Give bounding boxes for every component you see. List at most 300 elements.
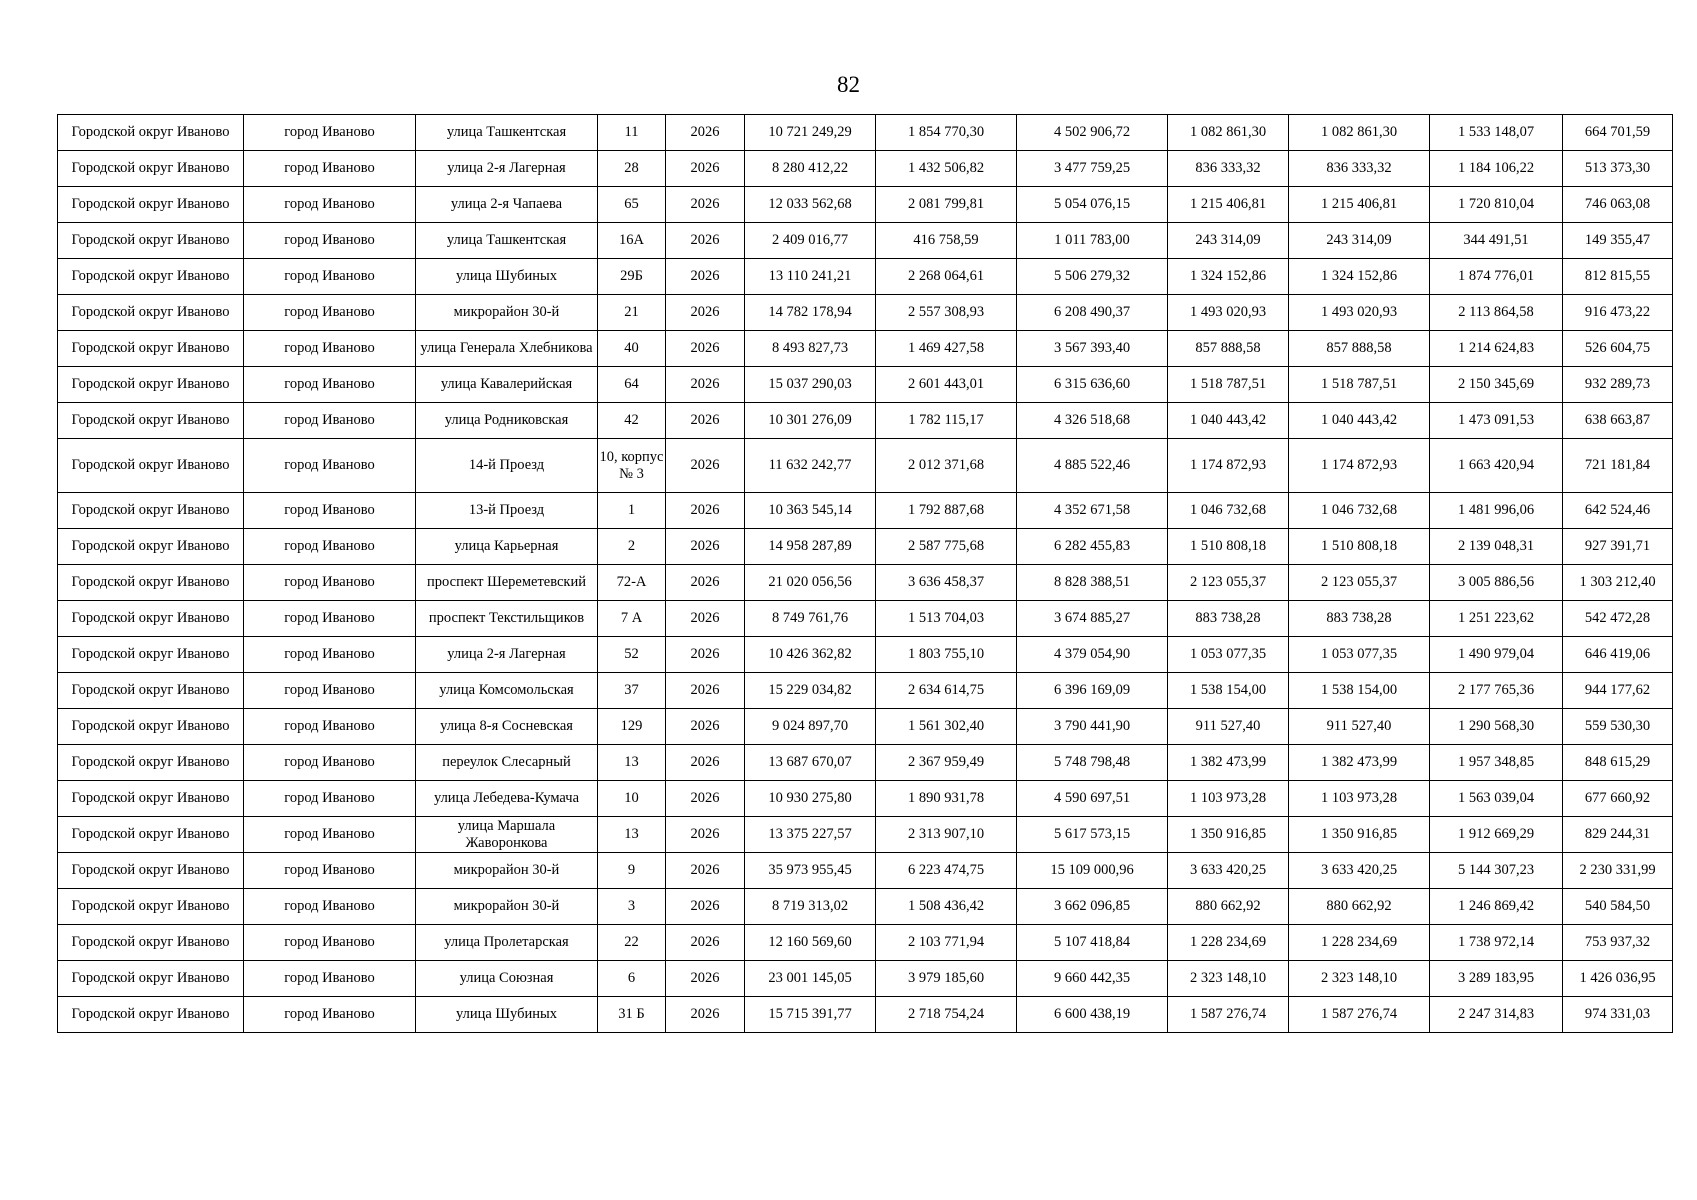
amount-cell-5: 1 490 979,04 bbox=[1430, 637, 1563, 673]
year-cell: 2026 bbox=[666, 259, 745, 295]
amount-cell-2: 6 208 490,37 bbox=[1017, 295, 1168, 331]
total-cost-cell: 8 719 313,02 bbox=[745, 889, 876, 925]
year-cell: 2026 bbox=[666, 817, 745, 853]
municipality-cell: Городской округ Иваново bbox=[58, 565, 244, 601]
amount-cell-3: 1 493 020,93 bbox=[1168, 295, 1289, 331]
amount-cell-2: 3 567 393,40 bbox=[1017, 331, 1168, 367]
municipality-cell: Городской округ Иваново bbox=[58, 403, 244, 439]
street-cell: проспект Текстильщиков bbox=[416, 601, 598, 637]
total-cost-cell: 23 001 145,05 bbox=[745, 961, 876, 997]
amount-cell-6: 2 230 331,99 bbox=[1563, 853, 1673, 889]
year-cell: 2026 bbox=[666, 601, 745, 637]
amount-cell-4: 911 527,40 bbox=[1289, 709, 1430, 745]
table-row bbox=[58, 493, 1673, 529]
amount-cell-5: 2 177 765,36 bbox=[1430, 673, 1563, 709]
amount-cell-3: 1 046 732,68 bbox=[1168, 493, 1289, 529]
amount-cell-5: 1 663 420,94 bbox=[1430, 439, 1563, 493]
table-row bbox=[58, 709, 1673, 745]
amount-cell-4: 1 538 154,00 bbox=[1289, 673, 1430, 709]
amount-cell-3: 243 314,09 bbox=[1168, 223, 1289, 259]
street-cell: микрорайон 30-й bbox=[416, 295, 598, 331]
municipality-cell: Городской округ Иваново bbox=[58, 151, 244, 187]
amount-cell-3: 1 228 234,69 bbox=[1168, 925, 1289, 961]
house-number-cell: 7 А bbox=[598, 601, 666, 637]
amount-cell-3: 1 053 077,35 bbox=[1168, 637, 1289, 673]
amount-cell-6: 829 244,31 bbox=[1563, 817, 1673, 853]
amount-cell-2: 4 885 522,46 bbox=[1017, 439, 1168, 493]
amount-cell-2: 3 674 885,27 bbox=[1017, 601, 1168, 637]
amount-cell-2: 3 662 096,85 bbox=[1017, 889, 1168, 925]
amount-cell-2: 4 379 054,90 bbox=[1017, 637, 1168, 673]
amount-cell-1: 1 782 115,17 bbox=[876, 403, 1017, 439]
total-cost-cell: 13 110 241,21 bbox=[745, 259, 876, 295]
total-cost-cell: 10 930 275,80 bbox=[745, 781, 876, 817]
house-number-cell: 11 bbox=[598, 115, 666, 151]
total-cost-cell: 8 493 827,73 bbox=[745, 331, 876, 367]
amount-cell-4: 243 314,09 bbox=[1289, 223, 1430, 259]
amount-cell-6: 149 355,47 bbox=[1563, 223, 1673, 259]
amount-cell-4: 1 350 916,85 bbox=[1289, 817, 1430, 853]
table-row bbox=[58, 259, 1673, 295]
table-row bbox=[58, 997, 1673, 1033]
house-number-cell: 1 bbox=[598, 493, 666, 529]
amount-cell-4: 1 082 861,30 bbox=[1289, 115, 1430, 151]
total-cost-cell: 14 958 287,89 bbox=[745, 529, 876, 565]
table-row bbox=[58, 151, 1673, 187]
amount-cell-2: 9 660 442,35 bbox=[1017, 961, 1168, 997]
amount-cell-1: 2 718 754,24 bbox=[876, 997, 1017, 1033]
amount-cell-1: 1 561 302,40 bbox=[876, 709, 1017, 745]
amount-cell-5: 2 150 345,69 bbox=[1430, 367, 1563, 403]
amount-cell-6: 974 331,03 bbox=[1563, 997, 1673, 1033]
total-cost-cell: 13 687 670,07 bbox=[745, 745, 876, 781]
amount-cell-1: 2 012 371,68 bbox=[876, 439, 1017, 493]
amount-cell-2: 4 502 906,72 bbox=[1017, 115, 1168, 151]
total-cost-cell: 12 160 569,60 bbox=[745, 925, 876, 961]
amount-cell-1: 416 758,59 bbox=[876, 223, 1017, 259]
year-cell: 2026 bbox=[666, 997, 745, 1033]
amount-cell-4: 1 103 973,28 bbox=[1289, 781, 1430, 817]
amount-cell-3: 880 662,92 bbox=[1168, 889, 1289, 925]
table-row bbox=[58, 331, 1673, 367]
street-cell: улица Союзная bbox=[416, 961, 598, 997]
house-number-cell: 37 bbox=[598, 673, 666, 709]
year-cell: 2026 bbox=[666, 781, 745, 817]
amount-cell-3: 2 323 148,10 bbox=[1168, 961, 1289, 997]
amount-cell-4: 1 215 406,81 bbox=[1289, 187, 1430, 223]
amount-cell-2: 5 506 279,32 bbox=[1017, 259, 1168, 295]
amount-cell-5: 1 563 039,04 bbox=[1430, 781, 1563, 817]
house-number-cell: 6 bbox=[598, 961, 666, 997]
amount-cell-2: 6 600 438,19 bbox=[1017, 997, 1168, 1033]
amount-cell-3: 857 888,58 bbox=[1168, 331, 1289, 367]
municipality-cell: Городской округ Иваново bbox=[58, 601, 244, 637]
amount-cell-6: 646 419,06 bbox=[1563, 637, 1673, 673]
settlement-cell: город Иваново bbox=[244, 709, 416, 745]
settlement-cell: город Иваново bbox=[244, 367, 416, 403]
amount-cell-6: 642 524,46 bbox=[1563, 493, 1673, 529]
amount-cell-2: 4 590 697,51 bbox=[1017, 781, 1168, 817]
house-number-cell: 3 bbox=[598, 889, 666, 925]
settlement-cell: город Иваново bbox=[244, 637, 416, 673]
street-cell: улица Генерала Хлебникова bbox=[416, 331, 598, 367]
amount-cell-5: 1 533 148,07 bbox=[1430, 115, 1563, 151]
year-cell: 2026 bbox=[666, 295, 745, 331]
amount-cell-3: 883 738,28 bbox=[1168, 601, 1289, 637]
amount-cell-6: 677 660,92 bbox=[1563, 781, 1673, 817]
year-cell: 2026 bbox=[666, 115, 745, 151]
amount-cell-5: 1 473 091,53 bbox=[1430, 403, 1563, 439]
amount-cell-1: 2 313 907,10 bbox=[876, 817, 1017, 853]
total-cost-cell: 21 020 056,56 bbox=[745, 565, 876, 601]
year-cell: 2026 bbox=[666, 403, 745, 439]
amount-cell-6: 664 701,59 bbox=[1563, 115, 1673, 151]
amount-cell-2: 4 352 671,58 bbox=[1017, 493, 1168, 529]
amount-cell-3: 836 333,32 bbox=[1168, 151, 1289, 187]
municipality-cell: Городской округ Иваново bbox=[58, 997, 244, 1033]
amount-cell-2: 8 828 388,51 bbox=[1017, 565, 1168, 601]
table-row bbox=[58, 529, 1673, 565]
amount-cell-1: 2 557 308,93 bbox=[876, 295, 1017, 331]
amount-cell-6: 753 937,32 bbox=[1563, 925, 1673, 961]
settlement-cell: город Иваново bbox=[244, 259, 416, 295]
total-cost-cell: 13 375 227,57 bbox=[745, 817, 876, 853]
settlement-cell: город Иваново bbox=[244, 295, 416, 331]
amount-cell-5: 3 289 183,95 bbox=[1430, 961, 1563, 997]
year-cell: 2026 bbox=[666, 151, 745, 187]
house-number-cell: 10, корпус № 3 bbox=[598, 439, 666, 493]
house-number-cell: 42 bbox=[598, 403, 666, 439]
table-row bbox=[58, 367, 1673, 403]
amount-cell-6: 848 615,29 bbox=[1563, 745, 1673, 781]
settlement-cell: город Иваново bbox=[244, 565, 416, 601]
municipality-cell: Городской округ Иваново bbox=[58, 853, 244, 889]
street-cell: улица Ташкентская bbox=[416, 223, 598, 259]
year-cell: 2026 bbox=[666, 853, 745, 889]
table-row bbox=[58, 817, 1673, 853]
street-cell: улица 8-я Сосневская bbox=[416, 709, 598, 745]
street-cell: улица Карьерная bbox=[416, 529, 598, 565]
table-row bbox=[58, 565, 1673, 601]
municipality-cell: Городской округ Иваново bbox=[58, 115, 244, 151]
amount-cell-6: 944 177,62 bbox=[1563, 673, 1673, 709]
settlement-cell: город Иваново bbox=[244, 115, 416, 151]
municipality-cell: Городской округ Иваново bbox=[58, 889, 244, 925]
street-cell: улица Лебедева-Кумача bbox=[416, 781, 598, 817]
amount-cell-1: 1 803 755,10 bbox=[876, 637, 1017, 673]
street-cell: улица Комсомольская bbox=[416, 673, 598, 709]
amount-cell-2: 5 107 418,84 bbox=[1017, 925, 1168, 961]
amount-cell-1: 6 223 474,75 bbox=[876, 853, 1017, 889]
house-number-cell: 9 bbox=[598, 853, 666, 889]
total-cost-cell: 15 715 391,77 bbox=[745, 997, 876, 1033]
amount-cell-6: 526 604,75 bbox=[1563, 331, 1673, 367]
amount-cell-2: 15 109 000,96 bbox=[1017, 853, 1168, 889]
year-cell: 2026 bbox=[666, 925, 745, 961]
amount-cell-4: 1 324 152,86 bbox=[1289, 259, 1430, 295]
amount-cell-5: 2 139 048,31 bbox=[1430, 529, 1563, 565]
municipality-cell: Городской округ Иваново bbox=[58, 187, 244, 223]
amount-cell-2: 1 011 783,00 bbox=[1017, 223, 1168, 259]
total-cost-cell: 9 024 897,70 bbox=[745, 709, 876, 745]
settlement-cell: город Иваново bbox=[244, 223, 416, 259]
amount-cell-2: 6 396 169,09 bbox=[1017, 673, 1168, 709]
amount-cell-1: 1 890 931,78 bbox=[876, 781, 1017, 817]
amount-cell-3: 3 633 420,25 bbox=[1168, 853, 1289, 889]
house-number-cell: 28 bbox=[598, 151, 666, 187]
settlement-cell: город Иваново bbox=[244, 961, 416, 997]
municipality-cell: Городской округ Иваново bbox=[58, 817, 244, 853]
year-cell: 2026 bbox=[666, 529, 745, 565]
municipality-cell: Городской округ Иваново bbox=[58, 367, 244, 403]
settlement-cell: город Иваново bbox=[244, 331, 416, 367]
amount-cell-2: 5 054 076,15 bbox=[1017, 187, 1168, 223]
table-body bbox=[58, 115, 1673, 1033]
amount-cell-1: 2 268 064,61 bbox=[876, 259, 1017, 295]
amount-cell-6: 559 530,30 bbox=[1563, 709, 1673, 745]
house-number-cell: 129 bbox=[598, 709, 666, 745]
street-cell: проспект Шереметевский bbox=[416, 565, 598, 601]
amount-cell-3: 2 123 055,37 bbox=[1168, 565, 1289, 601]
table-row bbox=[58, 295, 1673, 331]
amount-cell-3: 1 324 152,86 bbox=[1168, 259, 1289, 295]
amount-cell-4: 3 633 420,25 bbox=[1289, 853, 1430, 889]
table-row bbox=[58, 637, 1673, 673]
total-cost-cell: 10 426 362,82 bbox=[745, 637, 876, 673]
amount-cell-3: 1 040 443,42 bbox=[1168, 403, 1289, 439]
amount-cell-4: 857 888,58 bbox=[1289, 331, 1430, 367]
table-row bbox=[58, 853, 1673, 889]
amount-cell-2: 6 282 455,83 bbox=[1017, 529, 1168, 565]
settlement-cell: город Иваново bbox=[244, 403, 416, 439]
amount-cell-5: 344 491,51 bbox=[1430, 223, 1563, 259]
amount-cell-3: 1 350 916,85 bbox=[1168, 817, 1289, 853]
amount-cell-6: 916 473,22 bbox=[1563, 295, 1673, 331]
amount-cell-4: 1 046 732,68 bbox=[1289, 493, 1430, 529]
amount-cell-4: 1 518 787,51 bbox=[1289, 367, 1430, 403]
amount-cell-5: 1 214 624,83 bbox=[1430, 331, 1563, 367]
street-cell: 13-й Проезд bbox=[416, 493, 598, 529]
table-row bbox=[58, 673, 1673, 709]
amount-cell-1: 2 601 443,01 bbox=[876, 367, 1017, 403]
amount-cell-4: 1 053 077,35 bbox=[1289, 637, 1430, 673]
street-cell: улица Пролетарская bbox=[416, 925, 598, 961]
amount-cell-3: 1 174 872,93 bbox=[1168, 439, 1289, 493]
total-cost-cell: 8 280 412,22 bbox=[745, 151, 876, 187]
municipality-cell: Городской округ Иваново bbox=[58, 331, 244, 367]
amount-cell-2: 3 790 441,90 bbox=[1017, 709, 1168, 745]
amount-cell-4: 1 174 872,93 bbox=[1289, 439, 1430, 493]
amount-cell-1: 3 979 185,60 bbox=[876, 961, 1017, 997]
settlement-cell: город Иваново bbox=[244, 187, 416, 223]
municipality-cell: Городской округ Иваново bbox=[58, 529, 244, 565]
year-cell: 2026 bbox=[666, 745, 745, 781]
amount-cell-1: 2 081 799,81 bbox=[876, 187, 1017, 223]
amount-cell-1: 2 634 614,75 bbox=[876, 673, 1017, 709]
house-number-cell: 13 bbox=[598, 745, 666, 781]
street-cell: улица 2-я Лагерная bbox=[416, 637, 598, 673]
table-row bbox=[58, 745, 1673, 781]
amount-cell-1: 3 636 458,37 bbox=[876, 565, 1017, 601]
table-row bbox=[58, 403, 1673, 439]
amount-cell-1: 2 367 959,49 bbox=[876, 745, 1017, 781]
amount-cell-1: 1 854 770,30 bbox=[876, 115, 1017, 151]
house-number-cell: 64 bbox=[598, 367, 666, 403]
amount-cell-5: 1 246 869,42 bbox=[1430, 889, 1563, 925]
page-number: 82 bbox=[837, 72, 860, 97]
amount-cell-3: 1 538 154,00 bbox=[1168, 673, 1289, 709]
house-number-cell: 2 bbox=[598, 529, 666, 565]
amount-cell-4: 880 662,92 bbox=[1289, 889, 1430, 925]
street-cell: улица 2-я Чапаева bbox=[416, 187, 598, 223]
amount-cell-5: 1 251 223,62 bbox=[1430, 601, 1563, 637]
year-cell: 2026 bbox=[666, 367, 745, 403]
amount-cell-3: 1 587 276,74 bbox=[1168, 997, 1289, 1033]
table-row bbox=[58, 223, 1673, 259]
amount-cell-5: 1 290 568,30 bbox=[1430, 709, 1563, 745]
amount-cell-5: 1 481 996,06 bbox=[1430, 493, 1563, 529]
amount-cell-2: 6 315 636,60 bbox=[1017, 367, 1168, 403]
street-cell: улица Маршала Жаворонкова bbox=[416, 817, 598, 853]
house-number-cell: 52 bbox=[598, 637, 666, 673]
year-cell: 2026 bbox=[666, 961, 745, 997]
municipality-cell: Городской округ Иваново bbox=[58, 925, 244, 961]
settlement-cell: город Иваново bbox=[244, 745, 416, 781]
settlement-cell: город Иваново bbox=[244, 925, 416, 961]
table-row bbox=[58, 439, 1673, 493]
data-table bbox=[57, 114, 1673, 1033]
amount-cell-2: 3 477 759,25 bbox=[1017, 151, 1168, 187]
settlement-cell: город Иваново bbox=[244, 673, 416, 709]
year-cell: 2026 bbox=[666, 637, 745, 673]
street-cell: улица Родниковская bbox=[416, 403, 598, 439]
settlement-cell: город Иваново bbox=[244, 853, 416, 889]
total-cost-cell: 35 973 955,45 bbox=[745, 853, 876, 889]
amount-cell-4: 883 738,28 bbox=[1289, 601, 1430, 637]
municipality-cell: Городской округ Иваново bbox=[58, 745, 244, 781]
table-row bbox=[58, 115, 1673, 151]
house-number-cell: 22 bbox=[598, 925, 666, 961]
year-cell: 2026 bbox=[666, 223, 745, 259]
amount-cell-5: 1 957 348,85 bbox=[1430, 745, 1563, 781]
street-cell: улица Кавалерийская bbox=[416, 367, 598, 403]
street-cell: 14-й Проезд bbox=[416, 439, 598, 493]
municipality-cell: Городской округ Иваново bbox=[58, 637, 244, 673]
amount-cell-1: 2 587 775,68 bbox=[876, 529, 1017, 565]
amount-cell-6: 513 373,30 bbox=[1563, 151, 1673, 187]
table-row bbox=[58, 889, 1673, 925]
amount-cell-5: 2 113 864,58 bbox=[1430, 295, 1563, 331]
year-cell: 2026 bbox=[666, 331, 745, 367]
total-cost-cell: 2 409 016,77 bbox=[745, 223, 876, 259]
total-cost-cell: 10 363 545,14 bbox=[745, 493, 876, 529]
total-cost-cell: 10 721 249,29 bbox=[745, 115, 876, 151]
street-cell: переулок Слесарный bbox=[416, 745, 598, 781]
amount-cell-3: 1 382 473,99 bbox=[1168, 745, 1289, 781]
amount-cell-6: 746 063,08 bbox=[1563, 187, 1673, 223]
amount-cell-3: 1 510 808,18 bbox=[1168, 529, 1289, 565]
amount-cell-4: 1 228 234,69 bbox=[1289, 925, 1430, 961]
total-cost-cell: 10 301 276,09 bbox=[745, 403, 876, 439]
amount-cell-3: 911 527,40 bbox=[1168, 709, 1289, 745]
settlement-cell: город Иваново bbox=[244, 817, 416, 853]
municipality-cell: Городской округ Иваново bbox=[58, 781, 244, 817]
municipality-cell: Городской округ Иваново bbox=[58, 439, 244, 493]
settlement-cell: город Иваново bbox=[244, 601, 416, 637]
municipality-cell: Городской округ Иваново bbox=[58, 709, 244, 745]
house-number-cell: 72-А bbox=[598, 565, 666, 601]
amount-cell-4: 1 040 443,42 bbox=[1289, 403, 1430, 439]
street-cell: микрорайон 30-й bbox=[416, 853, 598, 889]
amount-cell-5: 1 720 810,04 bbox=[1430, 187, 1563, 223]
year-cell: 2026 bbox=[666, 187, 745, 223]
amount-cell-2: 5 617 573,15 bbox=[1017, 817, 1168, 853]
municipality-cell: Городской округ Иваново bbox=[58, 673, 244, 709]
table-row bbox=[58, 961, 1673, 997]
year-cell: 2026 bbox=[666, 673, 745, 709]
year-cell: 2026 bbox=[666, 439, 745, 493]
amount-cell-4: 2 123 055,37 bbox=[1289, 565, 1430, 601]
amount-cell-3: 1 215 406,81 bbox=[1168, 187, 1289, 223]
settlement-cell: город Иваново bbox=[244, 493, 416, 529]
amount-cell-6: 1 426 036,95 bbox=[1563, 961, 1673, 997]
house-number-cell: 16А bbox=[598, 223, 666, 259]
total-cost-cell: 11 632 242,77 bbox=[745, 439, 876, 493]
amount-cell-4: 1 382 473,99 bbox=[1289, 745, 1430, 781]
table-row bbox=[58, 601, 1673, 637]
municipality-cell: Городской округ Иваново bbox=[58, 259, 244, 295]
street-cell: улица Ташкентская bbox=[416, 115, 598, 151]
year-cell: 2026 bbox=[666, 889, 745, 925]
amount-cell-6: 927 391,71 bbox=[1563, 529, 1673, 565]
house-number-cell: 65 bbox=[598, 187, 666, 223]
municipality-cell: Городской округ Иваново bbox=[58, 295, 244, 331]
amount-cell-3: 1 518 787,51 bbox=[1168, 367, 1289, 403]
amount-cell-1: 2 103 771,94 bbox=[876, 925, 1017, 961]
settlement-cell: город Иваново bbox=[244, 151, 416, 187]
settlement-cell: город Иваново bbox=[244, 781, 416, 817]
amount-cell-1: 1 513 704,03 bbox=[876, 601, 1017, 637]
municipality-cell: Городской округ Иваново bbox=[58, 493, 244, 529]
amount-cell-5: 1 912 669,29 bbox=[1430, 817, 1563, 853]
year-cell: 2026 bbox=[666, 709, 745, 745]
house-number-cell: 40 bbox=[598, 331, 666, 367]
house-number-cell: 31 Б bbox=[598, 997, 666, 1033]
table-row bbox=[58, 925, 1673, 961]
amount-cell-4: 836 333,32 bbox=[1289, 151, 1430, 187]
house-number-cell: 10 bbox=[598, 781, 666, 817]
amount-cell-6: 932 289,73 bbox=[1563, 367, 1673, 403]
amount-cell-5: 3 005 886,56 bbox=[1430, 565, 1563, 601]
year-cell: 2026 bbox=[666, 493, 745, 529]
amount-cell-5: 1 184 106,22 bbox=[1430, 151, 1563, 187]
table-row bbox=[58, 781, 1673, 817]
amount-cell-5: 1 738 972,14 bbox=[1430, 925, 1563, 961]
street-cell: улица Шубиных bbox=[416, 997, 598, 1033]
amount-cell-2: 4 326 518,68 bbox=[1017, 403, 1168, 439]
amount-cell-4: 1 493 020,93 bbox=[1289, 295, 1430, 331]
municipality-cell: Городской округ Иваново bbox=[58, 223, 244, 259]
amount-cell-5: 5 144 307,23 bbox=[1430, 853, 1563, 889]
amount-cell-4: 1 587 276,74 bbox=[1289, 997, 1430, 1033]
amount-cell-6: 540 584,50 bbox=[1563, 889, 1673, 925]
total-cost-cell: 15 037 290,03 bbox=[745, 367, 876, 403]
settlement-cell: город Иваново bbox=[244, 997, 416, 1033]
amount-cell-5: 2 247 314,83 bbox=[1430, 997, 1563, 1033]
total-cost-cell: 14 782 178,94 bbox=[745, 295, 876, 331]
amount-cell-4: 2 323 148,10 bbox=[1289, 961, 1430, 997]
house-number-cell: 29Б bbox=[598, 259, 666, 295]
